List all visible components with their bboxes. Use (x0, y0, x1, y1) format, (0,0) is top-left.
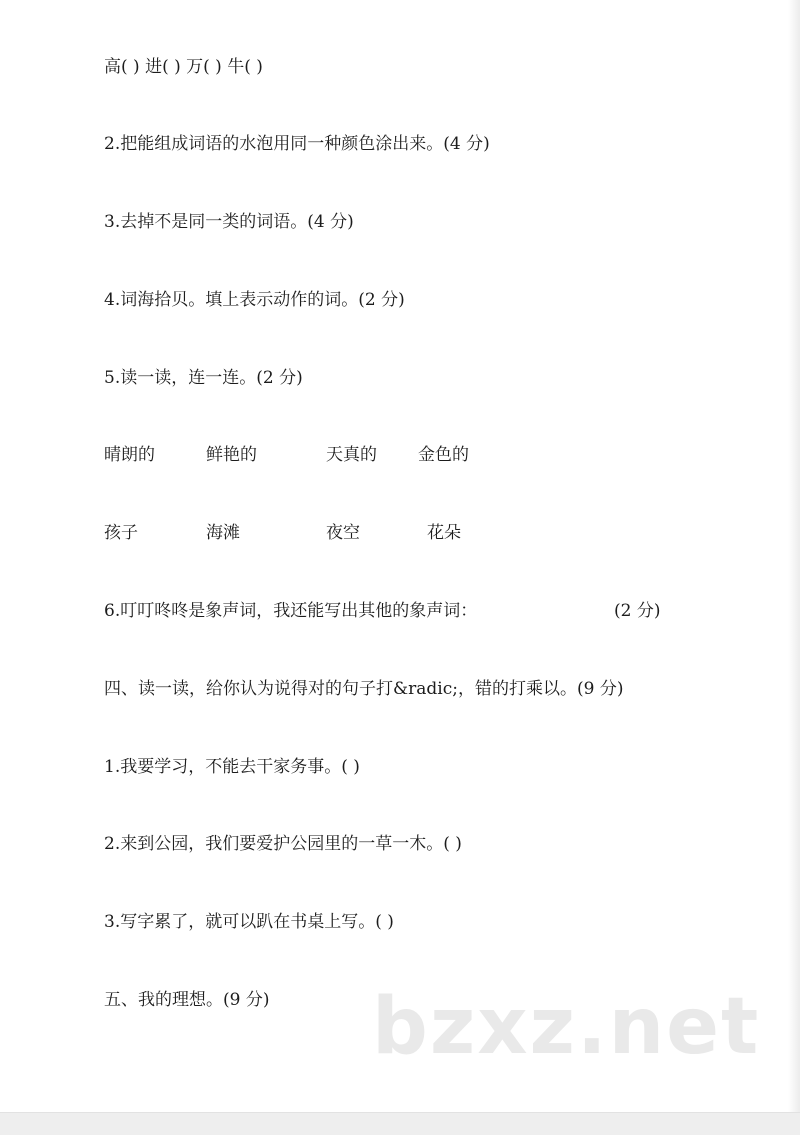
section-4-item-2: 2.来到公园，我们要爱护公园里的一草一木。( ) (104, 834, 462, 854)
match-word: 花朵 (427, 523, 461, 543)
question-5: 5.读一读，连一连。(2 分) (104, 368, 303, 388)
match-word: 海滩 (206, 523, 240, 543)
page-bottom-band (0, 1112, 800, 1135)
watermark: bzxz.net (372, 982, 761, 1072)
match-word: 夜空 (326, 523, 360, 543)
page-right-edge (788, 0, 800, 1134)
match-word: 金色的 (418, 445, 469, 465)
match-word: 孩子 (104, 523, 138, 543)
char-blanks-line: 高( ) 进( ) 万( ) 牛( ) (104, 57, 263, 77)
question-3: 3.去掉不是同一类的词语。(4 分) (104, 212, 354, 232)
question-4: 4.词海拾贝。填上表示动作的词。(2 分) (104, 290, 405, 310)
match-word: 晴朗的 (104, 445, 155, 465)
section-5-heading: 五、我的理想。(9 分) (104, 990, 270, 1010)
question-6: 6.叮叮咚咚是象声词，我还能写出其他的象声词： (104, 601, 478, 621)
section-4-heading: 四、读一读，给你认为说得对的句子打&radic;，错的打乘以。(9 分) (104, 679, 624, 699)
match-word: 鲜艳的 (206, 445, 257, 465)
section-4-item-3: 3.写字累了，就可以趴在书桌上写。( ) (104, 912, 394, 932)
question-6-score: (2 分) (614, 601, 661, 621)
section-4-item-1: 1.我要学习，不能去干家务事。( ) (104, 757, 360, 777)
question-2: 2.把能组成词语的水泡用同一种颜色涂出来。(4 分) (104, 134, 490, 154)
match-word: 天真的 (326, 445, 377, 465)
